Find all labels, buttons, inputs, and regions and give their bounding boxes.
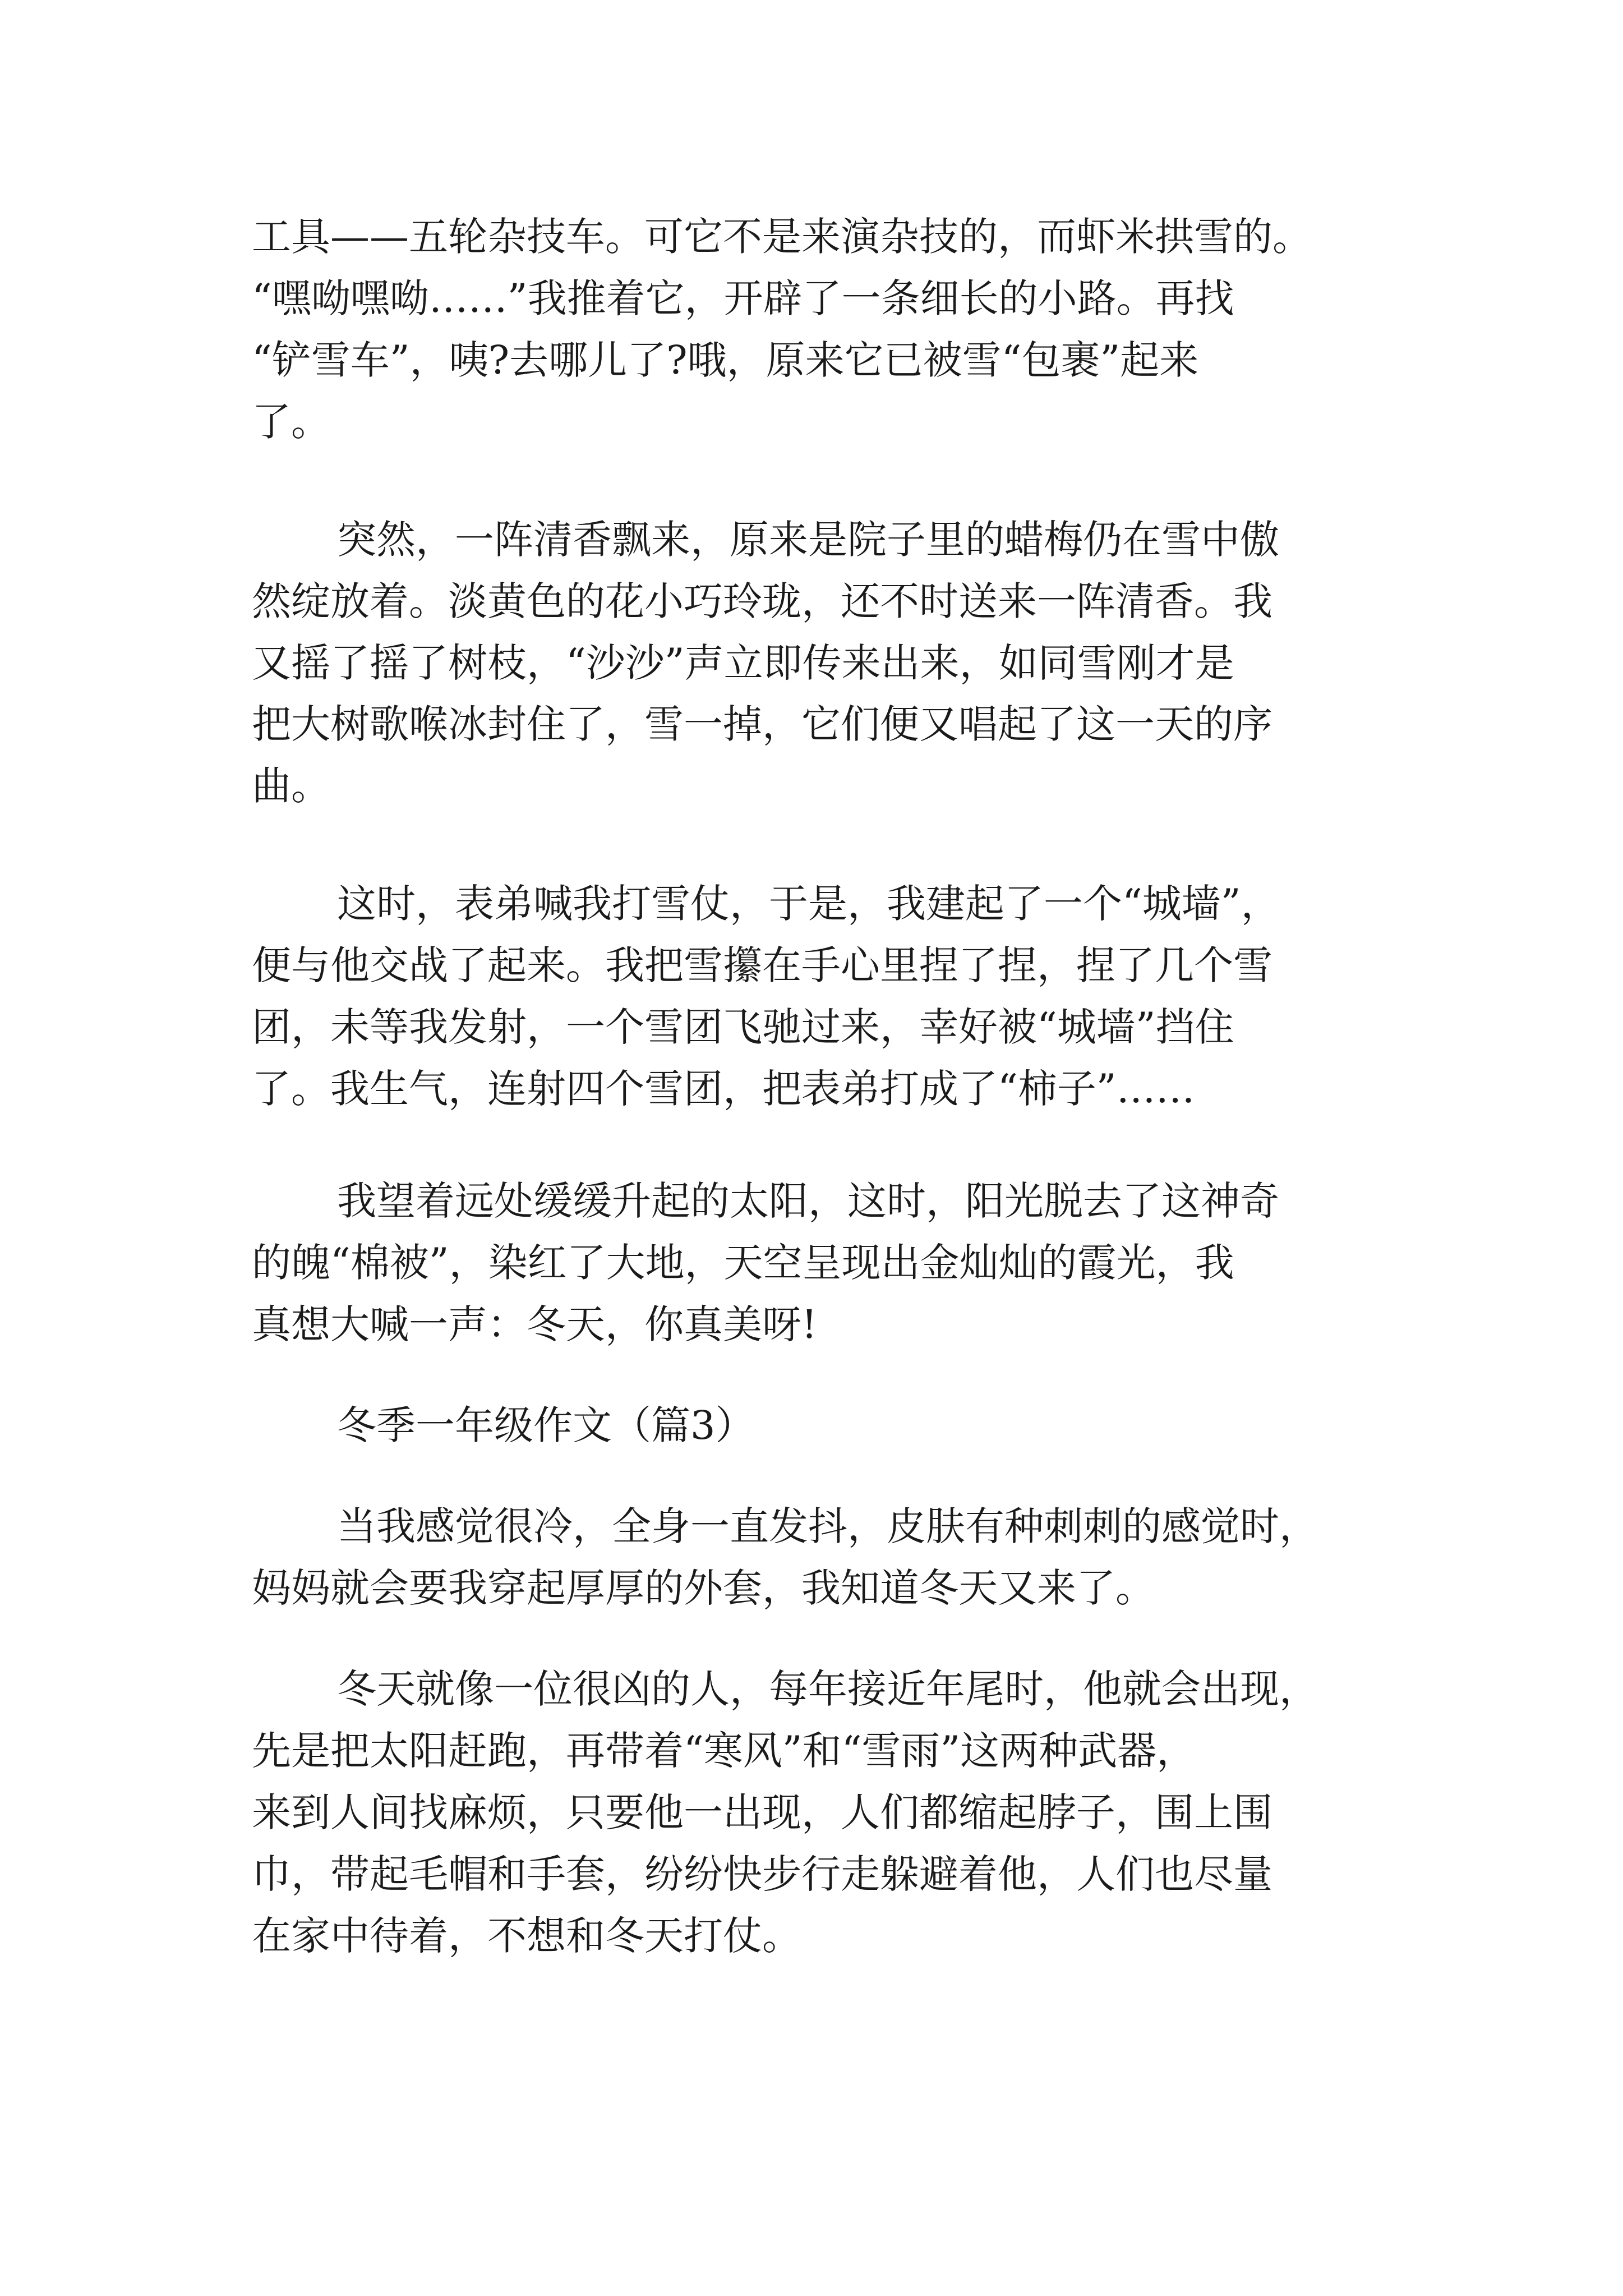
text-line: 工具——五轮杂技车。可它不是来演杂技的，而虾米拱雪的。	[252, 214, 1312, 260]
text-line: 来到人间找麻烦，只要他一出现，人们都缩起脖子，围上围	[252, 1789, 1272, 1835]
text-line: 冬天就像一位很凶的人，每年接近年尾时，他就会出现，	[337, 1666, 1318, 1712]
text-line: 的魄“棉被”，染红了大地，天空呈现出金灿灿的霞光，我	[252, 1240, 1234, 1286]
text-line: 然绽放着。淡黄色的花小巧玲珑，还不时送来一阵清香。我	[252, 578, 1272, 624]
text-line: 我望着远处缓缓升起的太阳，这时，阳光脱去了这神奇	[337, 1178, 1279, 1224]
text-line: 这时，表弟喊我打雪仗，于是，我建起了一个“城墙”，	[337, 881, 1280, 927]
text-line: 了。我生气，连射四个雪团，把表弟打成了“柿子”……	[252, 1066, 1195, 1112]
text-line: 巾，带起毛帽和手套，纷纷快步行走躲避着他，人们也尽量	[252, 1851, 1272, 1897]
text-line: 当我感觉很冷，全身一直发抖，皮肤有种刺刺的感觉时，	[337, 1503, 1318, 1549]
text-line: 把大树歌喉冰封住了，雪一掉，它们便又唱起了这一天的序	[252, 701, 1272, 747]
text-line: 团，未等我发射，一个雪团飞驰过来，幸好被“城墙”挡住	[252, 1004, 1234, 1050]
text-line: 了。	[252, 399, 330, 445]
text-line: 妈妈就会要我穿起厚厚的外套，我知道冬天又来了。	[252, 1565, 1155, 1611]
text-line: 曲。	[252, 763, 330, 809]
text-line: 在家中待着，不想和冬天打仗。	[252, 1913, 801, 1959]
text-line: 真想大喊一声：冬天，你真美呀!	[252, 1301, 818, 1347]
text-line: 突然，一阵清香飘来，原来是院子里的蜡梅仍在雪中傲	[337, 517, 1279, 563]
text-line: “嘿呦嘿呦……”我推着它，开辟了一条细长的小路。再找	[252, 275, 1234, 321]
text-line: “铲雪车”，咦?去哪儿了?哦，原来它已被雪“包裹”起来	[252, 337, 1199, 383]
text-line: 先是把太阳赶跑，再带着“寒风”和“雪雨”这两种武器，	[252, 1728, 1196, 1774]
text-line: 便与他交战了起来。我把雪攥在手心里捏了捏，捏了几个雪	[252, 942, 1272, 988]
text-line: 又摇了摇了树枝，“沙沙”声立即传来出来，如同雪刚才是	[252, 640, 1234, 686]
section-heading: 冬季一年级作文（篇3）	[337, 1402, 755, 1448]
